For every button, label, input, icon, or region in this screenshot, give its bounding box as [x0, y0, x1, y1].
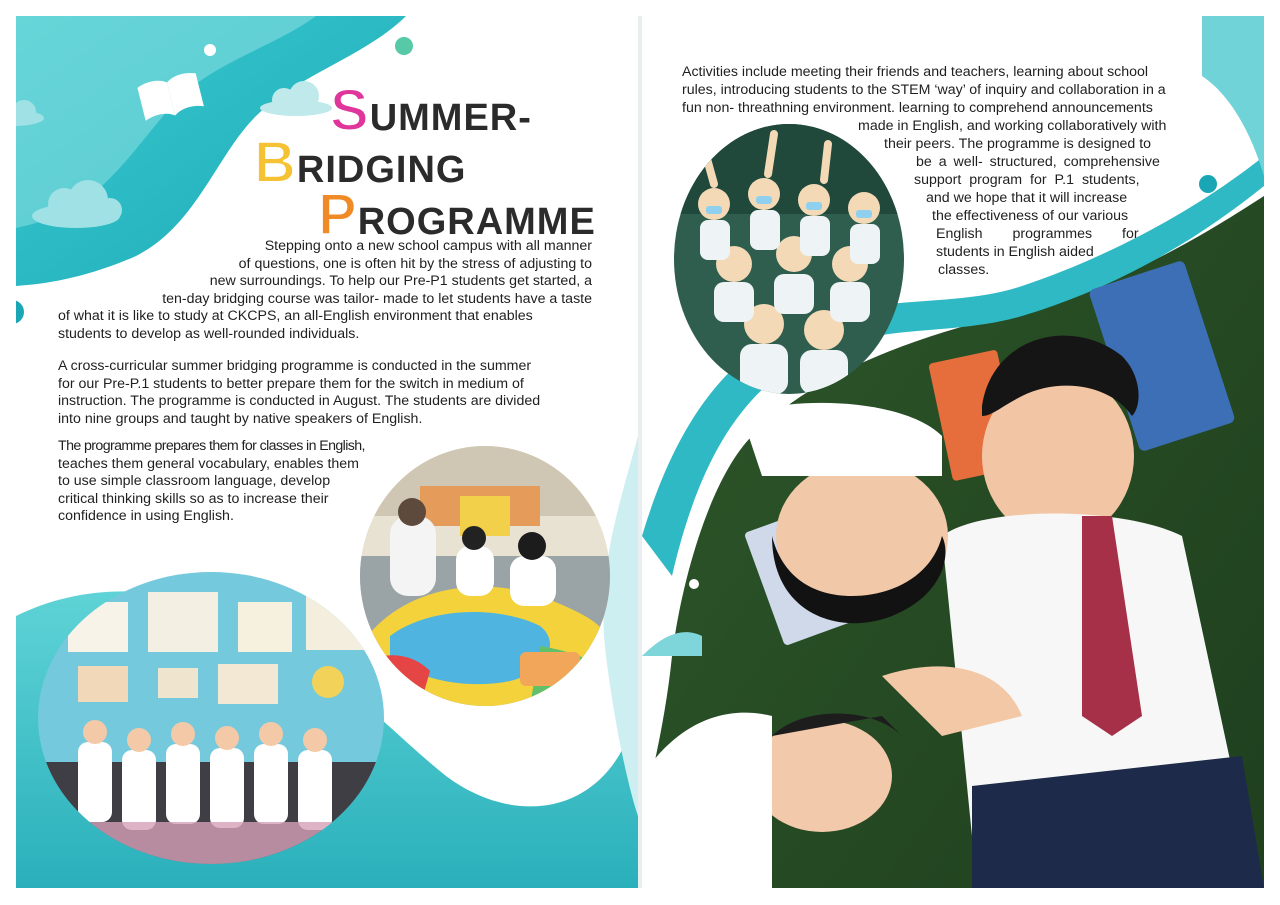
left-page	[16, 16, 638, 888]
right-page	[642, 16, 1264, 888]
title-line-3: PROGRAMME	[318, 182, 596, 247]
programme-paragraph: A cross-curricular summer bridging programme is conducted in the summer for our Pre-P.1 students to better prepare them for the switch in medium of instruction. The programme is conducted in August. The students are divided into nine groups and taught by native speakers of English.	[58, 358, 541, 427]
classes-paragraph: The programme prepares them for classes in English, teaches them general vocabulary, enables them to use simple classroom language, develop critical thinking skills so as to increase their confidence in using English.	[58, 438, 365, 524]
students-group-photo	[38, 572, 384, 864]
title-line-2: BRIDGING	[254, 130, 467, 195]
classroom-table-photo	[360, 446, 610, 706]
activities-paragraph: Activities include meeting their friends and teachers, learning about school rules, introducing students to the STEM ‘way’ of inquiry and collaboration in a fun non- threathning environment. learning to comprehend announcements made in English, and working collaboratively with their peers. The programme is designed to be a well- structured, comprehensive support program for P.1 students, and we hope that it will increase the effectiveness of our various English programmes for students in English aided classes.	[682, 64, 1167, 278]
intro-paragraph: Stepping onto a new school campus with all manner of questions, one is often hit by the stress of adjusting to new surroundings. To help our Pre-P1 students get started, a ten-day bridging course was tailor- made to let students have a taste of what it is like to study at CKCPS, an all-English environment that enables students to develop as well-rounded individuals.	[58, 238, 592, 342]
title-line-1: SUMMER-	[330, 78, 532, 143]
